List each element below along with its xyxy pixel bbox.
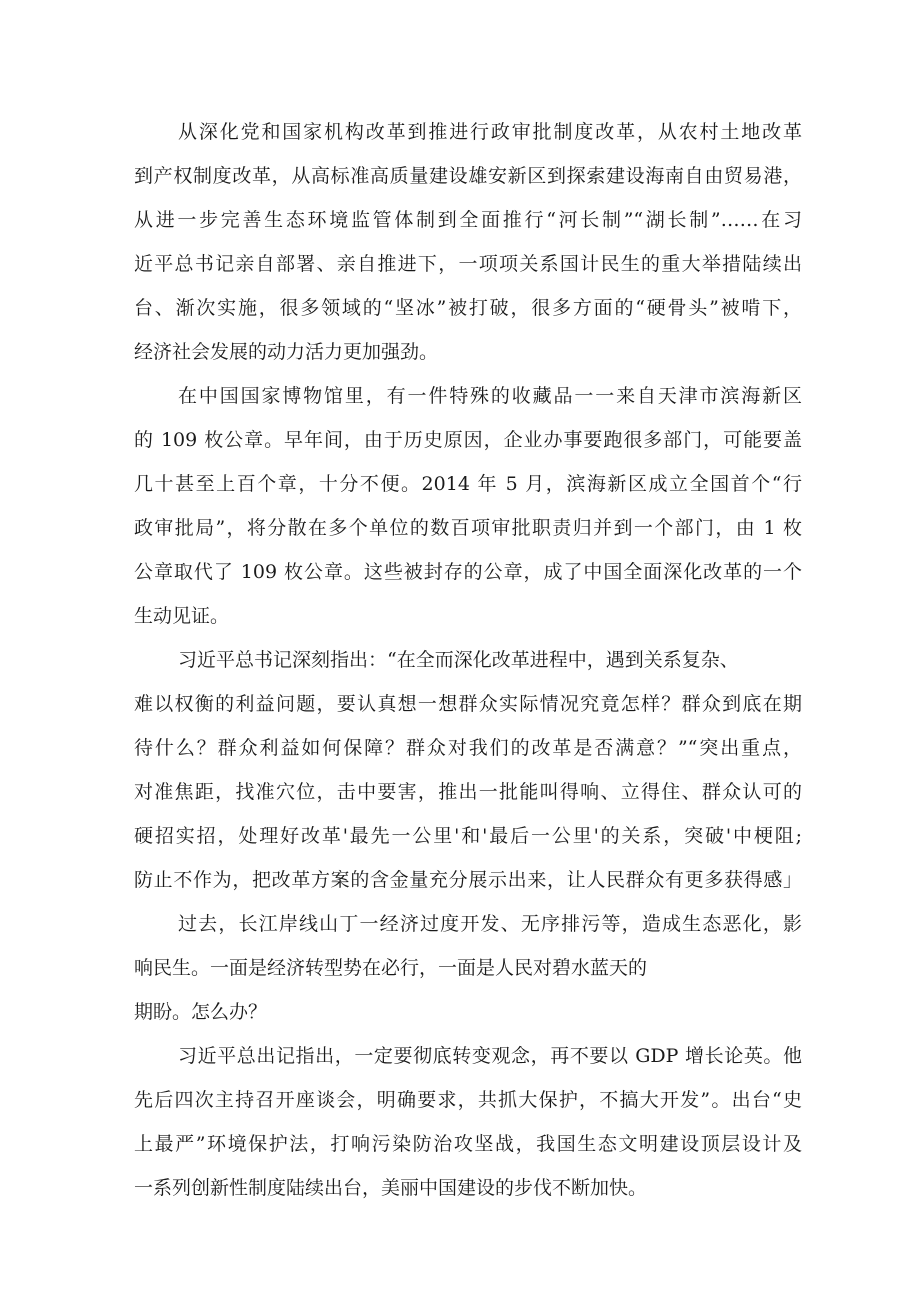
text-line: 硬招实招，处理好改革'最先一公里'和'最后一公里'的关系，突破'中梗阻; bbox=[134, 825, 802, 847]
text-line: 经济社会发展的动力活力更加强劲。 bbox=[134, 341, 439, 363]
text-line: 台、渐次实施，很多领域的“坚冰”被打破，很多方面的“硬骨头”被啃下， bbox=[134, 297, 802, 319]
text-line: 防止不作为，把改革方案的含金量充分展示出来，让人民群众有更多获得感」 bbox=[134, 869, 802, 891]
text-line: 上最严”环境保护法，打响污染防治攻坚战，我国生态文明建设顶层设计及 bbox=[134, 1133, 802, 1155]
text-line: 从进一步完善生态环境监管体制到全面推行“河长制”“湖长制”……在习 bbox=[134, 209, 802, 231]
text-line: 到产权制度改革，从高标准高质量建设雄安新区到探索建设海南自由贸易港， bbox=[134, 165, 802, 187]
text-line: 公章取代了 109 枚公章。这些被封存的公章，成了中国全面深化改革的一个 bbox=[134, 561, 802, 583]
text-line: 对准焦距，找准穴位，击中要害，推出一批能叫得响、立得住、群众认可的 bbox=[134, 781, 802, 803]
text-line: 先后四次主持召开座谈会，明确要求，共抓大保护，不搞大开发”。出台“史 bbox=[134, 1089, 802, 1111]
text-line: 的 109 枚公章。早年间，由于历史原因，企业办事要跑很多部门，可能要盖 bbox=[134, 429, 802, 451]
text-line: 在中国国家博物馆里，有一件特殊的收藏品一一来自天津市滨海新区 bbox=[178, 385, 802, 407]
text-line: 几十甚至上百个章，十分不便。2014 年 5 月，滨海新区成立全国首个“行 bbox=[134, 473, 802, 495]
text-line: 从深化党和国家机构改革到推进行政审批制度改革，从农村土地改革 bbox=[178, 121, 802, 143]
text-line: 过去，长江岸线山丁一经济过度开发、无序排污等，造成生态恶化，影 bbox=[178, 913, 802, 935]
text-line: 生动见证。 bbox=[134, 605, 230, 627]
text-line: 政审批局”，将分散在多个单位的数百项审批职责归并到一个部门，由 1 枚 bbox=[134, 517, 802, 539]
text-line: 期盼。怎么办？ bbox=[134, 1001, 268, 1023]
text-line: 难以权衡的利益问题，要认真想一想群众实际情况究竟怎样？群众到底在期 bbox=[134, 693, 802, 715]
text-line: 习近平总出记指出，一定要彻底转变观念，再不要以 GDP 增长论英。他 bbox=[178, 1045, 802, 1067]
text-line: 待什么？群众利益如何保障？群众对我们的改革是否满意？”“突出重点， bbox=[134, 737, 802, 759]
text-line: 近平总书记亲自部署、亲自推进下，一项项关系国计民生的重大举措陆续出 bbox=[134, 253, 802, 275]
text-line: 一系列创新性制度陆续出台，美丽中国建设的步伐不断加快。 bbox=[134, 1177, 648, 1199]
text-line: 响民生。一面是经济转型势在必行，一面是人民对碧水蓝天的 bbox=[134, 957, 648, 979]
text-line: 习近平总书记深刻指出：“在全而深化改革进程中，遇到关系复杂、 bbox=[178, 649, 739, 671]
